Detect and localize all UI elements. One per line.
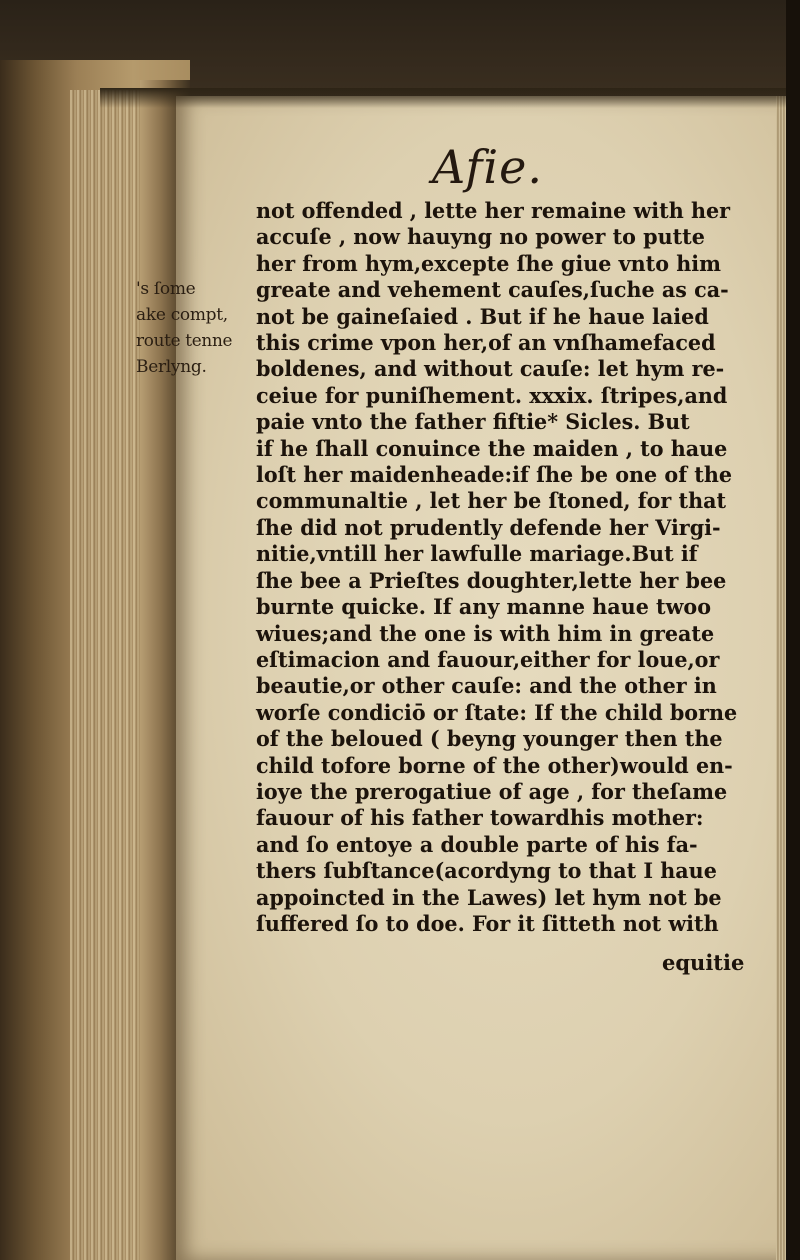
text-line: not be gaineſaied . But if he haue laied [256,303,709,329]
marginal-note-line: ake compt, [136,305,228,325]
text-line: wiues;and the one is with him in greate [256,620,715,646]
text-line: ſhe bee a Prieſtes doughter,lette her bee [256,567,727,593]
text-line: worſe condiciō or ſtate: If the child borne [256,699,738,725]
page-edges-left [70,90,140,1260]
text-line: eſtimacion and fauour,either for loue,or [256,646,720,672]
body-text [256,198,776,937]
running-head: Afie. [432,140,543,194]
text-line: if he ſhall conuince the maiden , to haue [256,435,728,461]
text-line: and ſo entoye a double parte of his fa- [256,831,698,857]
text-line: communaltie , let her be ſtoned, for that [256,488,727,514]
text-line: of the beloued ( beyng younger then the [256,726,723,752]
text-line: burnte quicke. If any manne haue twoo [256,594,711,620]
catchword: equitie [662,950,745,975]
text-line: beautie,or other cauſe: and the other in [256,673,717,699]
text-line: her from hym,excepte ſhe giue vnto him [256,250,721,276]
text-line: nitie,vntill her lawfulle mariage.But if [256,541,698,567]
text-line: appoincted in the Lawes) let hym not be [256,884,722,910]
text-line: ſhe did not prudently defende her Virgi- [256,514,721,540]
text-line: this crime vpon her,of an vnſhamefaced [256,330,716,356]
text-line: ceiue for puniſhement. xxxix. ſtripes,and [256,382,728,408]
marginal-note [136,276,232,380]
text-line: not offended , lette her remaine with her [256,198,731,223]
text-line: accuſe , now hauyng no power to putte [256,224,705,250]
top-shadow [100,88,800,108]
marginal-note-line: Berlyng. [136,357,207,377]
text-line: loſt her maidenheade:if ſhe be one of the [256,462,733,488]
text-line: greate and vehement cauſes,ſuche as ca- [256,277,729,303]
backdrop-right [786,0,800,1260]
marginal-note-line: 's ſome [136,279,196,299]
marginal-note-line: route tenne [136,331,233,351]
text-line: ſuffered ſo to doe. For it ſitteth not with [256,910,719,936]
text-line: child tofore borne of the other)would en- [256,752,733,778]
text-line: thers ſubſtance(acordyng to that I haue [256,858,717,884]
text-line: boldenes, and without cauſe: let hym re- [256,356,725,382]
text-line: fauour of his father towardhis mother: [256,805,704,831]
text-line: paie vnto the father fiftie* Sicles. But [256,409,690,435]
text-line: ioye the prerogatiue of age , for theſame [256,778,728,804]
